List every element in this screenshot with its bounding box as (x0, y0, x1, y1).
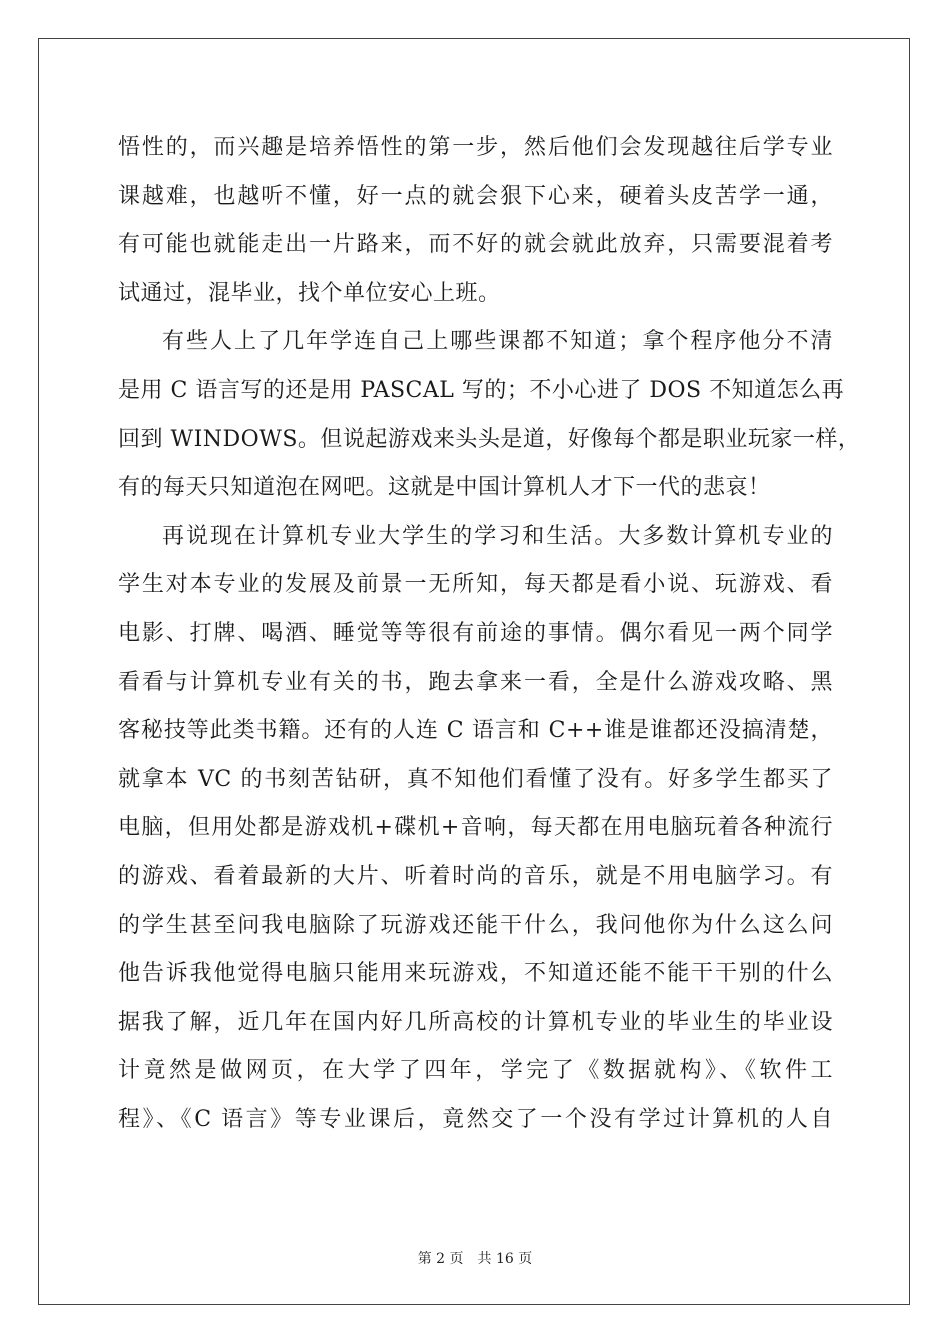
page-number-current: 第 2 页 (417, 1251, 464, 1267)
text-line: 有的每天只知道泡在网吧。这就是中国计算机人才下一代的悲哀！ (118, 475, 771, 501)
text-line: 程》、《C 语言》等专业课后，竟然交了一个没有学过计算机的人自 (118, 1106, 833, 1132)
text-line: 的学生甚至问我电脑除了玩游戏还能干什么，我问他你为什么这么问 (118, 912, 833, 938)
page-number-total: 共 16 页 (477, 1251, 533, 1267)
text-line: 电影、打牌、喝酒、睡觉等等很有前途的事情。偶尔看见一两个同学 (118, 620, 833, 646)
text-line: 课越难，也越听不懂，好一点的就会狠下心来，硬着头皮苦学一通， (118, 183, 833, 209)
text-line: 客秘技等此类书籍。还有的人连 C 语言和 C++谁是谁都还没搞清楚， (118, 718, 833, 744)
text-line: 他告诉我他觉得电脑只能用来玩游戏，不知道还能不能干干别的什么 (118, 961, 833, 987)
text-line: 就拿本 VC 的书刻苦钻研，真不知他们看懂了没有。好多学生都买了 (118, 766, 833, 792)
text-line: 电脑，但用处都是游戏机+碟机+音响，每天都在用电脑玩着各种流行 (118, 815, 833, 841)
text-line: 试通过，混毕业，找个单位安心上班。 (118, 280, 501, 306)
paragraph-start-line: 有些人上了几年学连自己上哪些课都不知道；拿个程序他分不清 (162, 329, 833, 355)
text-line: 的游戏、看着最新的大片、听着时尚的音乐，就是不用电脑学习。有 (118, 863, 833, 889)
paragraph-start-line: 再说现在计算机专业大学生的学习和生活。大多数计算机专业的 (162, 523, 833, 549)
text-line: 回到 WINDOWS。但说起游戏来头头是道，好像每个都是职业玩家一样， (118, 426, 861, 452)
text-line: 悟性的，而兴趣是培养悟性的第一步，然后他们会发现越往后学专业 (118, 135, 833, 160)
page-footer (0, 1248, 950, 1268)
text-line: 有可能也就能走出一片路来，而不好的就会就此放弃，只需要混着考 (118, 232, 833, 258)
text-line: 是用 C 语言写的还是用 PASCAL 写的；不小心进了 DOS 不知道怎么再 (118, 377, 845, 403)
text-line: 据我了解，近几年在国内好几所高校的计算机专业的毕业生的毕业设 (118, 1009, 833, 1035)
text-line: 学生对本专业的发展及前景一无所知，每天都是看小说、玩游戏、看 (118, 572, 833, 598)
document-body (118, 124, 861, 1144)
text-line: 计竟然是做网页，在大学了四年，学完了《数据就构》、《软件工 (118, 1058, 833, 1084)
text-line: 看看与计算机专业有关的书，跑去拿来一看，全是什么游戏攻略、黑 (118, 669, 833, 695)
